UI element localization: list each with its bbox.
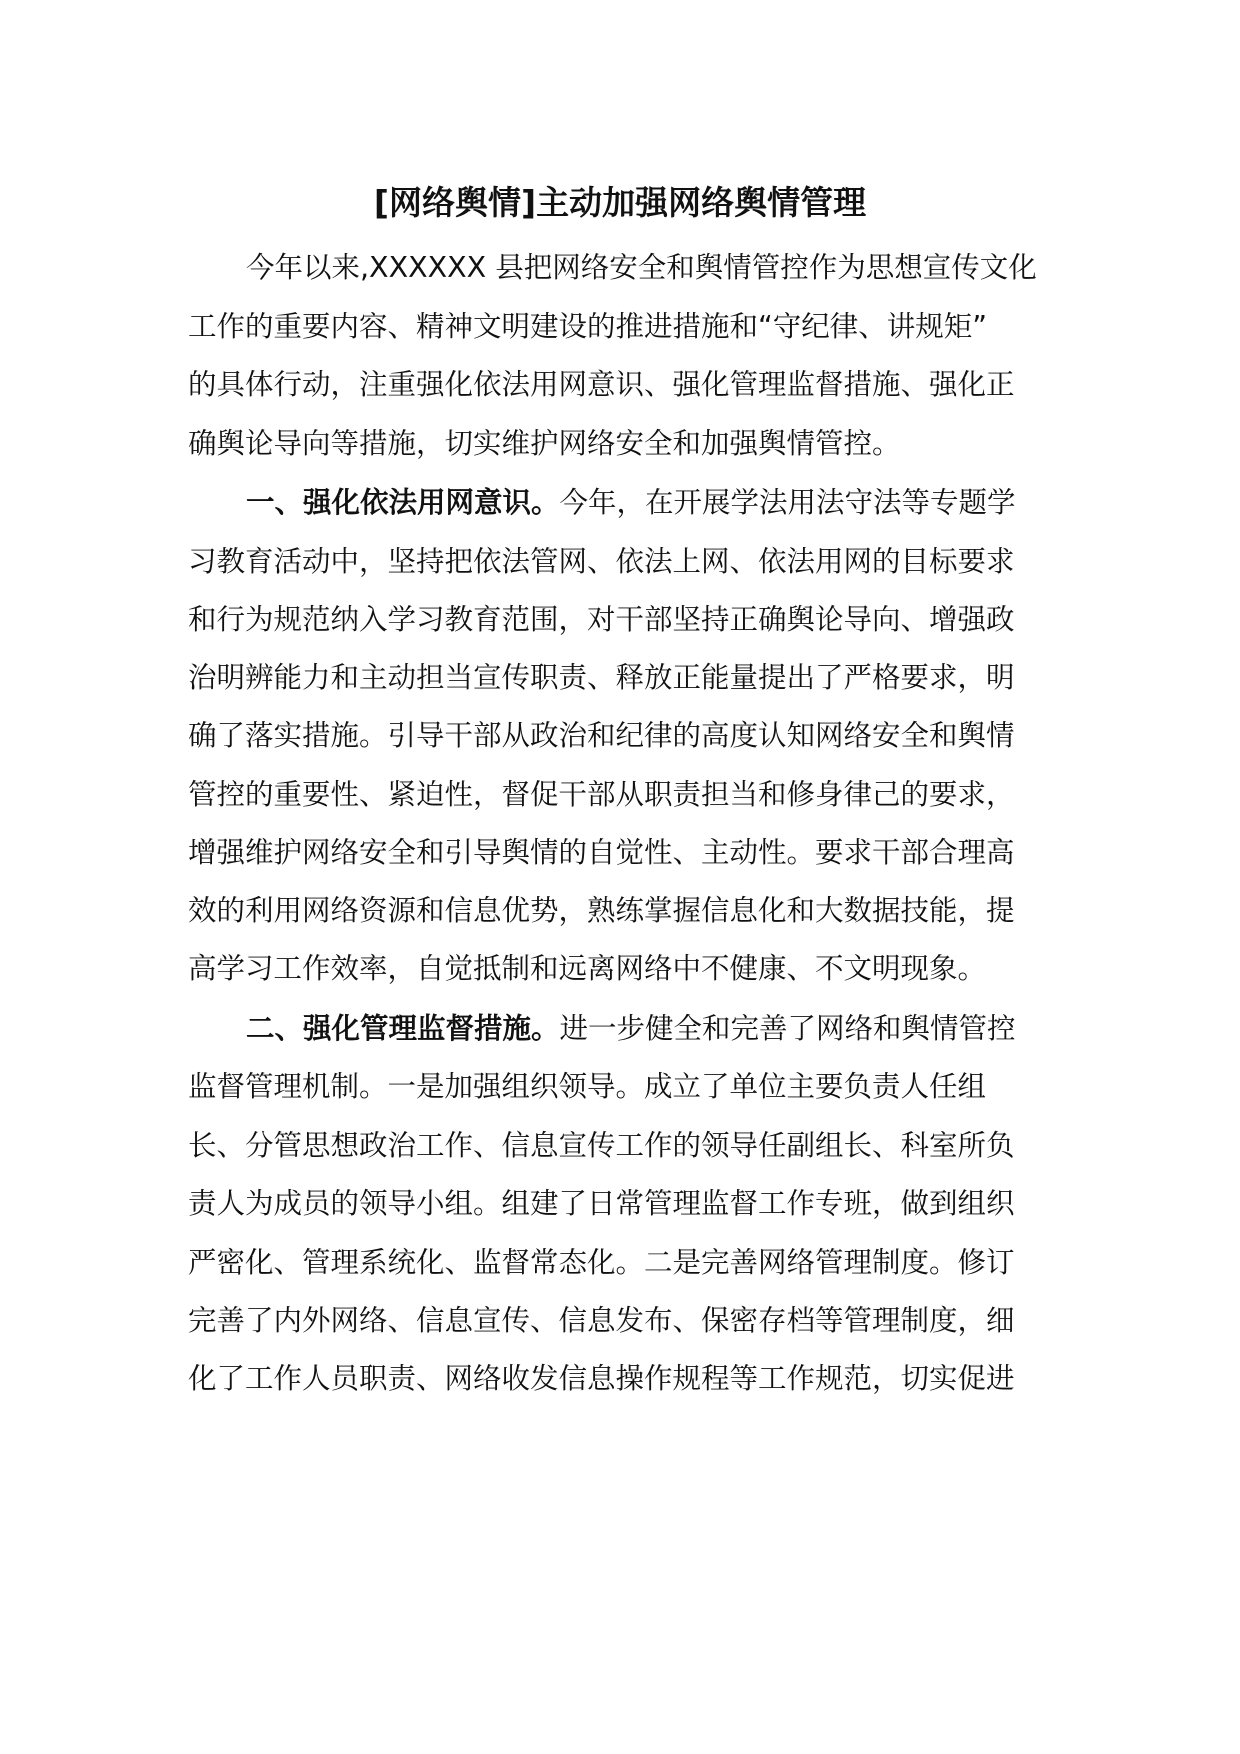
section2-heading: 二、强化管理监督措施。 (246, 1012, 560, 1045)
section2-line: 完善了内外网络、信息宣传、信息发布、保密存档等管理制度，细 (188, 1304, 1015, 1337)
section1-line: 确了落实措施。引导干部从政治和纪律的高度认知网络安全和舆情 (188, 719, 1015, 752)
section1-line: 增强维护网络安全和引导舆情的自觉性、主动性。要求干部合理高 (188, 836, 1015, 869)
section1-line: 治明辨能力和主动担当宣传职责、释放正能量提出了严格要求，明 (188, 661, 1015, 694)
section2-line: 责人为成员的领导小组。组建了日常管理监督工作专班，做到组织 (188, 1187, 1015, 1220)
section1-line: 习教育活动中，坚持把依法管网、依法上网、依法用网的目标要求 (188, 545, 1015, 578)
section1-line: 高学习工作效率，自觉抵制和远离网络中不健康、不文明现象。 (188, 952, 987, 985)
section1-line: 和行为规范纳入学习教育范围，对干部坚持正确舆论导向、增强政 (188, 603, 1015, 636)
section1-heading: 一、强化依法用网意识。 (246, 486, 560, 519)
intro-line: 确舆论导向等措施，切实维护网络安全和加强舆情管控。 (188, 427, 901, 460)
section2-line: 严密化、管理系统化、监督常态化。二是完善网络管理制度。修订 (188, 1246, 1015, 1279)
section1-first-line (246, 478, 1016, 528)
intro-line: 今年以来,XXXXXX 县把网络安全和舆情管控作为思想宣传文化 (246, 251, 1037, 284)
intro-line: 的具体行动，注重强化依法用网意识、强化管理监督措施、强化正 (188, 368, 1015, 401)
section2-line: 监督管理机制。一是加强组织领导。成立了单位主要负责人任组 (188, 1070, 987, 1103)
intro-line: 工作的重要内容、精神文明建设的推进措施和“守纪律、讲规矩” (188, 310, 988, 343)
document-title: [网络舆情]主动加强网络舆情管理 (373, 183, 867, 222)
section1-line: 效的利用网络资源和信息优势，熟练掌握信息化和大数据技能，提 (188, 894, 1015, 927)
section2-first-line (246, 1004, 1016, 1054)
section1-line: 管控的重要性、紧迫性，督促干部从职责担当和修身律己的要求， (188, 778, 1015, 811)
section1-first-line-text: 今年，在开展学法用法守法等专题学 (559, 486, 1016, 519)
section2-line: 化了工作人员职责、网络收发信息操作规程等工作规范，切实促进 (188, 1362, 1015, 1395)
section2-first-line-text: 进一步健全和完善了网络和舆情管控 (559, 1012, 1016, 1045)
section2-line: 长、分管思想政治工作、信息宣传工作的领导任副组长、科室所负 (188, 1129, 1015, 1162)
